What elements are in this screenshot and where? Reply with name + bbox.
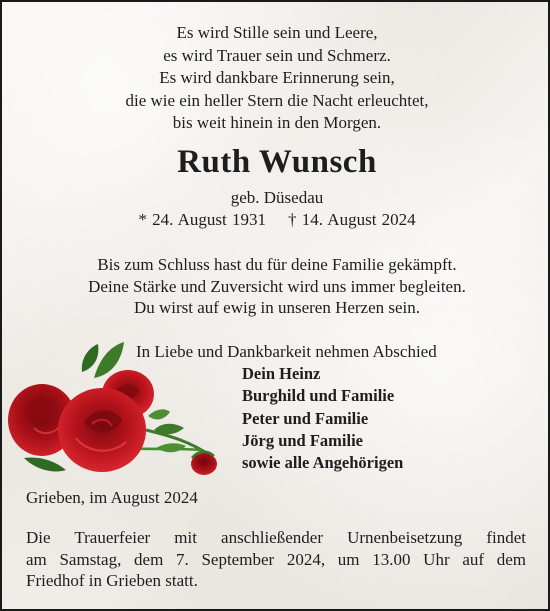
mourner: Dein Heinz [242, 364, 321, 383]
ceremony-line: Die Trauerfeier mit anschließender Urnenbeisetzung findet [26, 528, 526, 547]
mourner: Jörg und Familie [242, 430, 364, 450]
poem-line: die wie ein heller Stern die Nacht erleuchtet, [125, 90, 429, 110]
maiden-name: geb. Düsedau [230, 188, 324, 207]
birth-date: * 24. August 1931 [138, 210, 266, 229]
ceremony-info [26, 527, 526, 592]
poem-line: Es wird Stille sein und Leere, [176, 23, 378, 42]
place-date: Grieben, im August 2024 [26, 488, 198, 507]
mourner: Peter und Familie [242, 408, 369, 428]
life-dates [2, 209, 550, 231]
poem-line: bis weit hinein in den Morgen. [172, 113, 382, 132]
poem [2, 22, 550, 135]
ceremony-line: am Samstag, dem 7. September 2024, um 13.00 Uhr auf dem [26, 549, 526, 569]
deceased-name: Ruth Wunsch [177, 144, 377, 180]
quote-line: Deine Stärke und Zuversicht wird uns immer begleiten. [88, 276, 466, 296]
mourner: sowie alle Angehörigen [242, 453, 404, 473]
farewell-line: In Liebe und Dankbarkeit nehmen Abschied [136, 342, 437, 361]
death-date: † 14. August 2024 [288, 210, 416, 229]
ceremony-line: Friedhof in Grieben statt. [26, 571, 198, 590]
mourners-list [242, 363, 403, 474]
mourner: Burghild und Familie [242, 386, 395, 406]
poem-line: Es wird dankbare Erinnerung sein, [159, 68, 395, 87]
quote-line: Du wirst auf ewig in unseren Herzen sein. [133, 298, 421, 317]
memorial-quote [2, 254, 550, 319]
poem-line: es wird Trauer sein und Schmerz. [163, 45, 391, 65]
quote-line: Bis zum Schluss hast du für deine Familie gekämpft. [97, 255, 457, 274]
